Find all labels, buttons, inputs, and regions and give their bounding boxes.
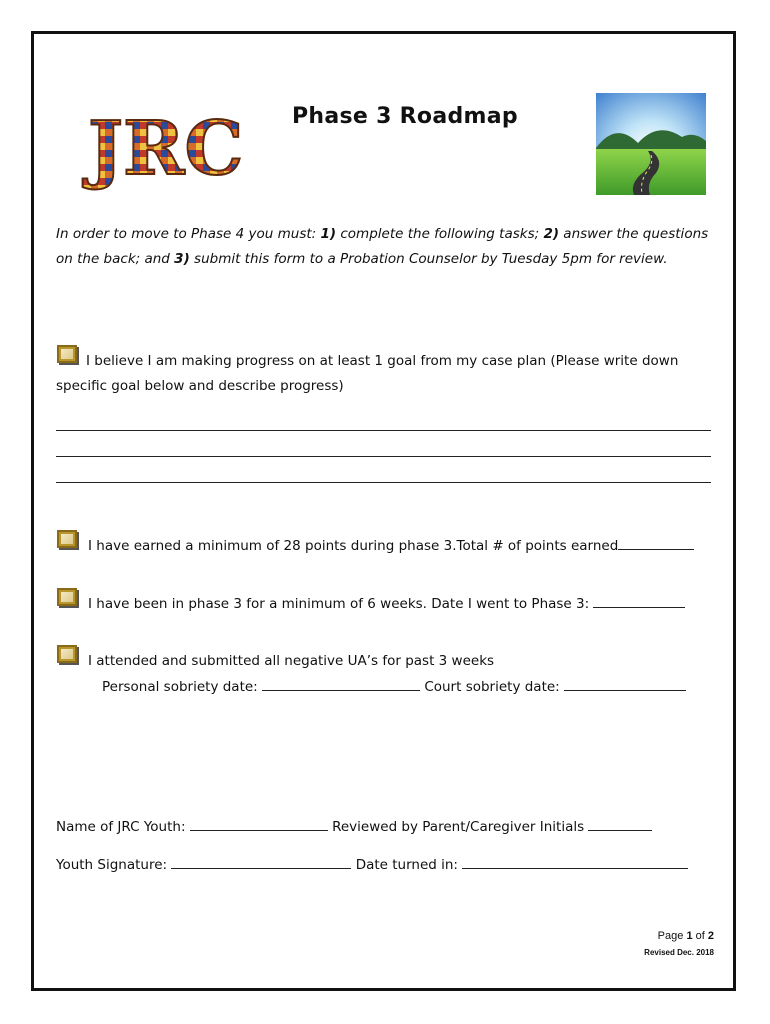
goal-progress-checkbox[interactable] [57, 345, 77, 363]
personal-sobriety-date-field[interactable] [262, 678, 420, 691]
court-sobriety-date-field[interactable] [564, 678, 686, 691]
page-number: Page 1 of 2 [657, 930, 714, 942]
youth-name-row: Name of JRC Youth: Reviewed by Parent/Caregiver Initials [56, 817, 652, 837]
youth-signature-row: Youth Signature: Date turned in: [56, 855, 688, 875]
ua-checkbox[interactable] [57, 645, 77, 663]
jrc-logo [84, 94, 244, 194]
goal-write-line-2[interactable] [56, 456, 711, 457]
date-turned-in-field[interactable] [462, 856, 688, 869]
goal-write-line-1[interactable] [56, 430, 711, 431]
weeks-label: I have been in phase 3 for a minimum of 6 weeks. Date I went to Phase 3: [88, 594, 685, 614]
revision-date: Revised Dec. 2018 [644, 948, 714, 957]
points-label: I have earned a minimum of 28 points during phase 3.Total # of points earned [88, 536, 694, 556]
points-earned-field[interactable] [618, 537, 694, 550]
youth-name-field[interactable] [190, 818, 328, 831]
weeks-checkbox[interactable] [57, 588, 77, 606]
logo-lettering: JRC [88, 106, 244, 192]
sobriety-dates-row: Personal sobriety date: Court sobriety date: [102, 677, 686, 697]
instructions-paragraph: In order to move to Phase 4 you must: 1) complete the following tasks; 2) answer the questions on the back; and 3) submit this form to a Probation Counselor by Tuesday 5pm for review. [56, 226, 709, 267]
road-landscape-image [596, 93, 706, 195]
goal-progress-label-cont: specific goal below and describe progress) [56, 378, 344, 394]
parent-initials-field[interactable] [588, 818, 652, 831]
points-checkbox[interactable] [57, 530, 77, 548]
youth-signature-field[interactable] [171, 856, 351, 869]
goal-progress-label: I believe I am making progress on at least 1 goal from my case plan (Please write down [86, 353, 679, 369]
page-title: Phase 3 Roadmap [292, 104, 518, 129]
phase3-start-date-field[interactable] [593, 595, 685, 608]
ua-label: I attended and submitted all negative UA’s for past 3 weeks [88, 653, 495, 669]
goal-write-line-3[interactable] [56, 482, 711, 483]
